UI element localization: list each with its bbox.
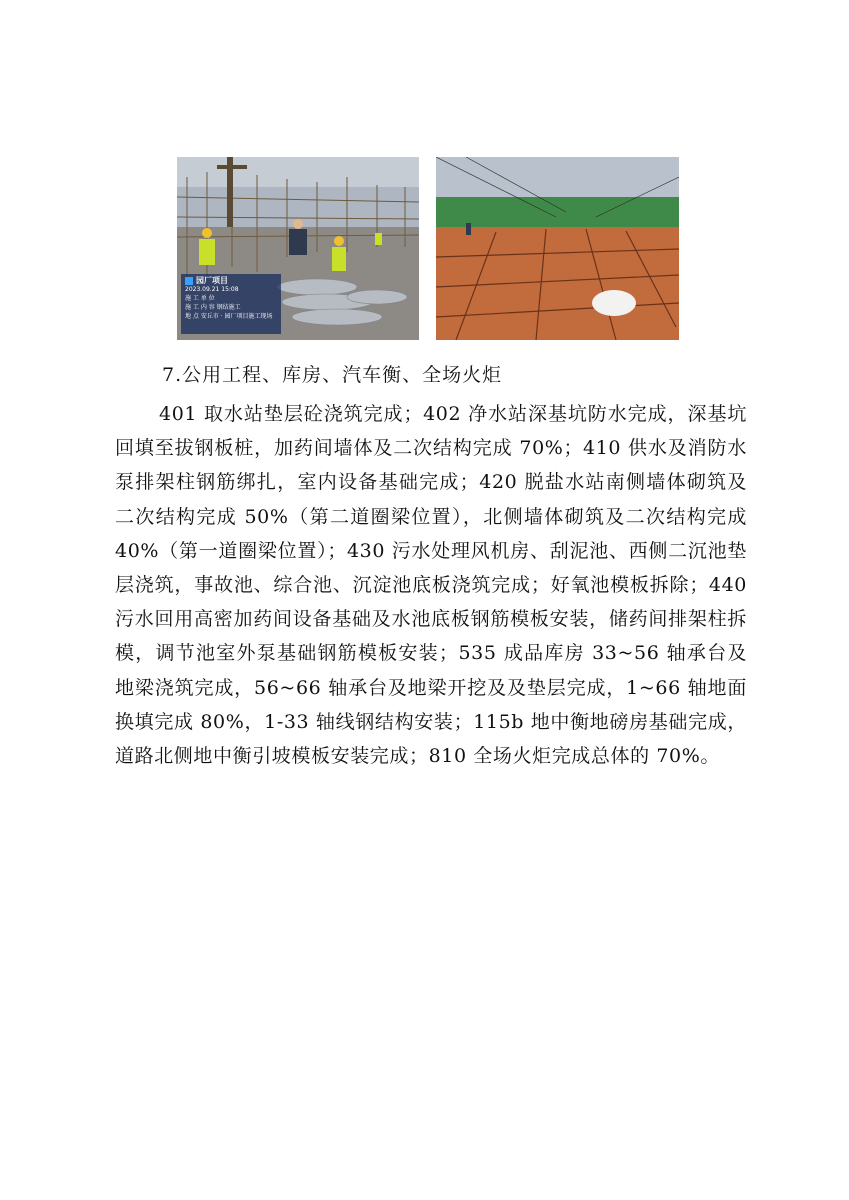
watermark-line: 地 点 安丘市 · 园厂项目施工现场 <box>185 313 273 320</box>
construction-photo-rebar-deck <box>436 157 679 340</box>
watermark-project: 园厂项目 <box>185 276 277 285</box>
watermark-line: 施 工 内 容 钢结施工 <box>185 304 241 311</box>
photo-row <box>177 157 679 340</box>
photo-watermark <box>181 274 281 334</box>
watermark-time: 2023.09.21 15:08 <box>185 286 239 293</box>
location-pin-icon <box>185 277 193 285</box>
section-body: 401 取水站垫层砼浇筑完成；402 净水站深基坑防水完成，深基坑回填至拔钢板桩，加药间墙体及二次结构完成 70%；410 供水及消防水泵排架柱钢筋绑扎，室内设备基础完成；420 脱盐水站南侧墙体砌筑及二次结构完成 50%（第二道圈梁位置），北侧墙体砌筑及二次结构完成 40%（第一道圈梁位置）；430 污水处理风机房、刮泥池、西侧二沉池垫层浇筑，事故池、综合池、沉淀池底板浇筑完成；好氧池模板拆除；440 污水回用高密加药间设备基础及水池底板钢筋模板安装，储药间排架柱拆模，调节池室外泵基础钢筋模板安装；535 成品库房 33~56 轴承台及地梁浇筑完成，56~66 轴承台及地梁开挖及及垫层完成，1~66 轴地面换填完成 80%，1-33 轴线钢结构安装；115b 地中衡地磅房基础完成，道路北侧地中衡引坡模板安装完成；810 全场火炬完成总体的 70%。 <box>115 403 747 768</box>
construction-photo-scaffolding <box>177 157 419 340</box>
watermark-line: 施 工 单 位 <box>185 295 215 302</box>
section-heading: 7.公用工程、库房、汽车衡、全场火炬 <box>162 364 503 386</box>
